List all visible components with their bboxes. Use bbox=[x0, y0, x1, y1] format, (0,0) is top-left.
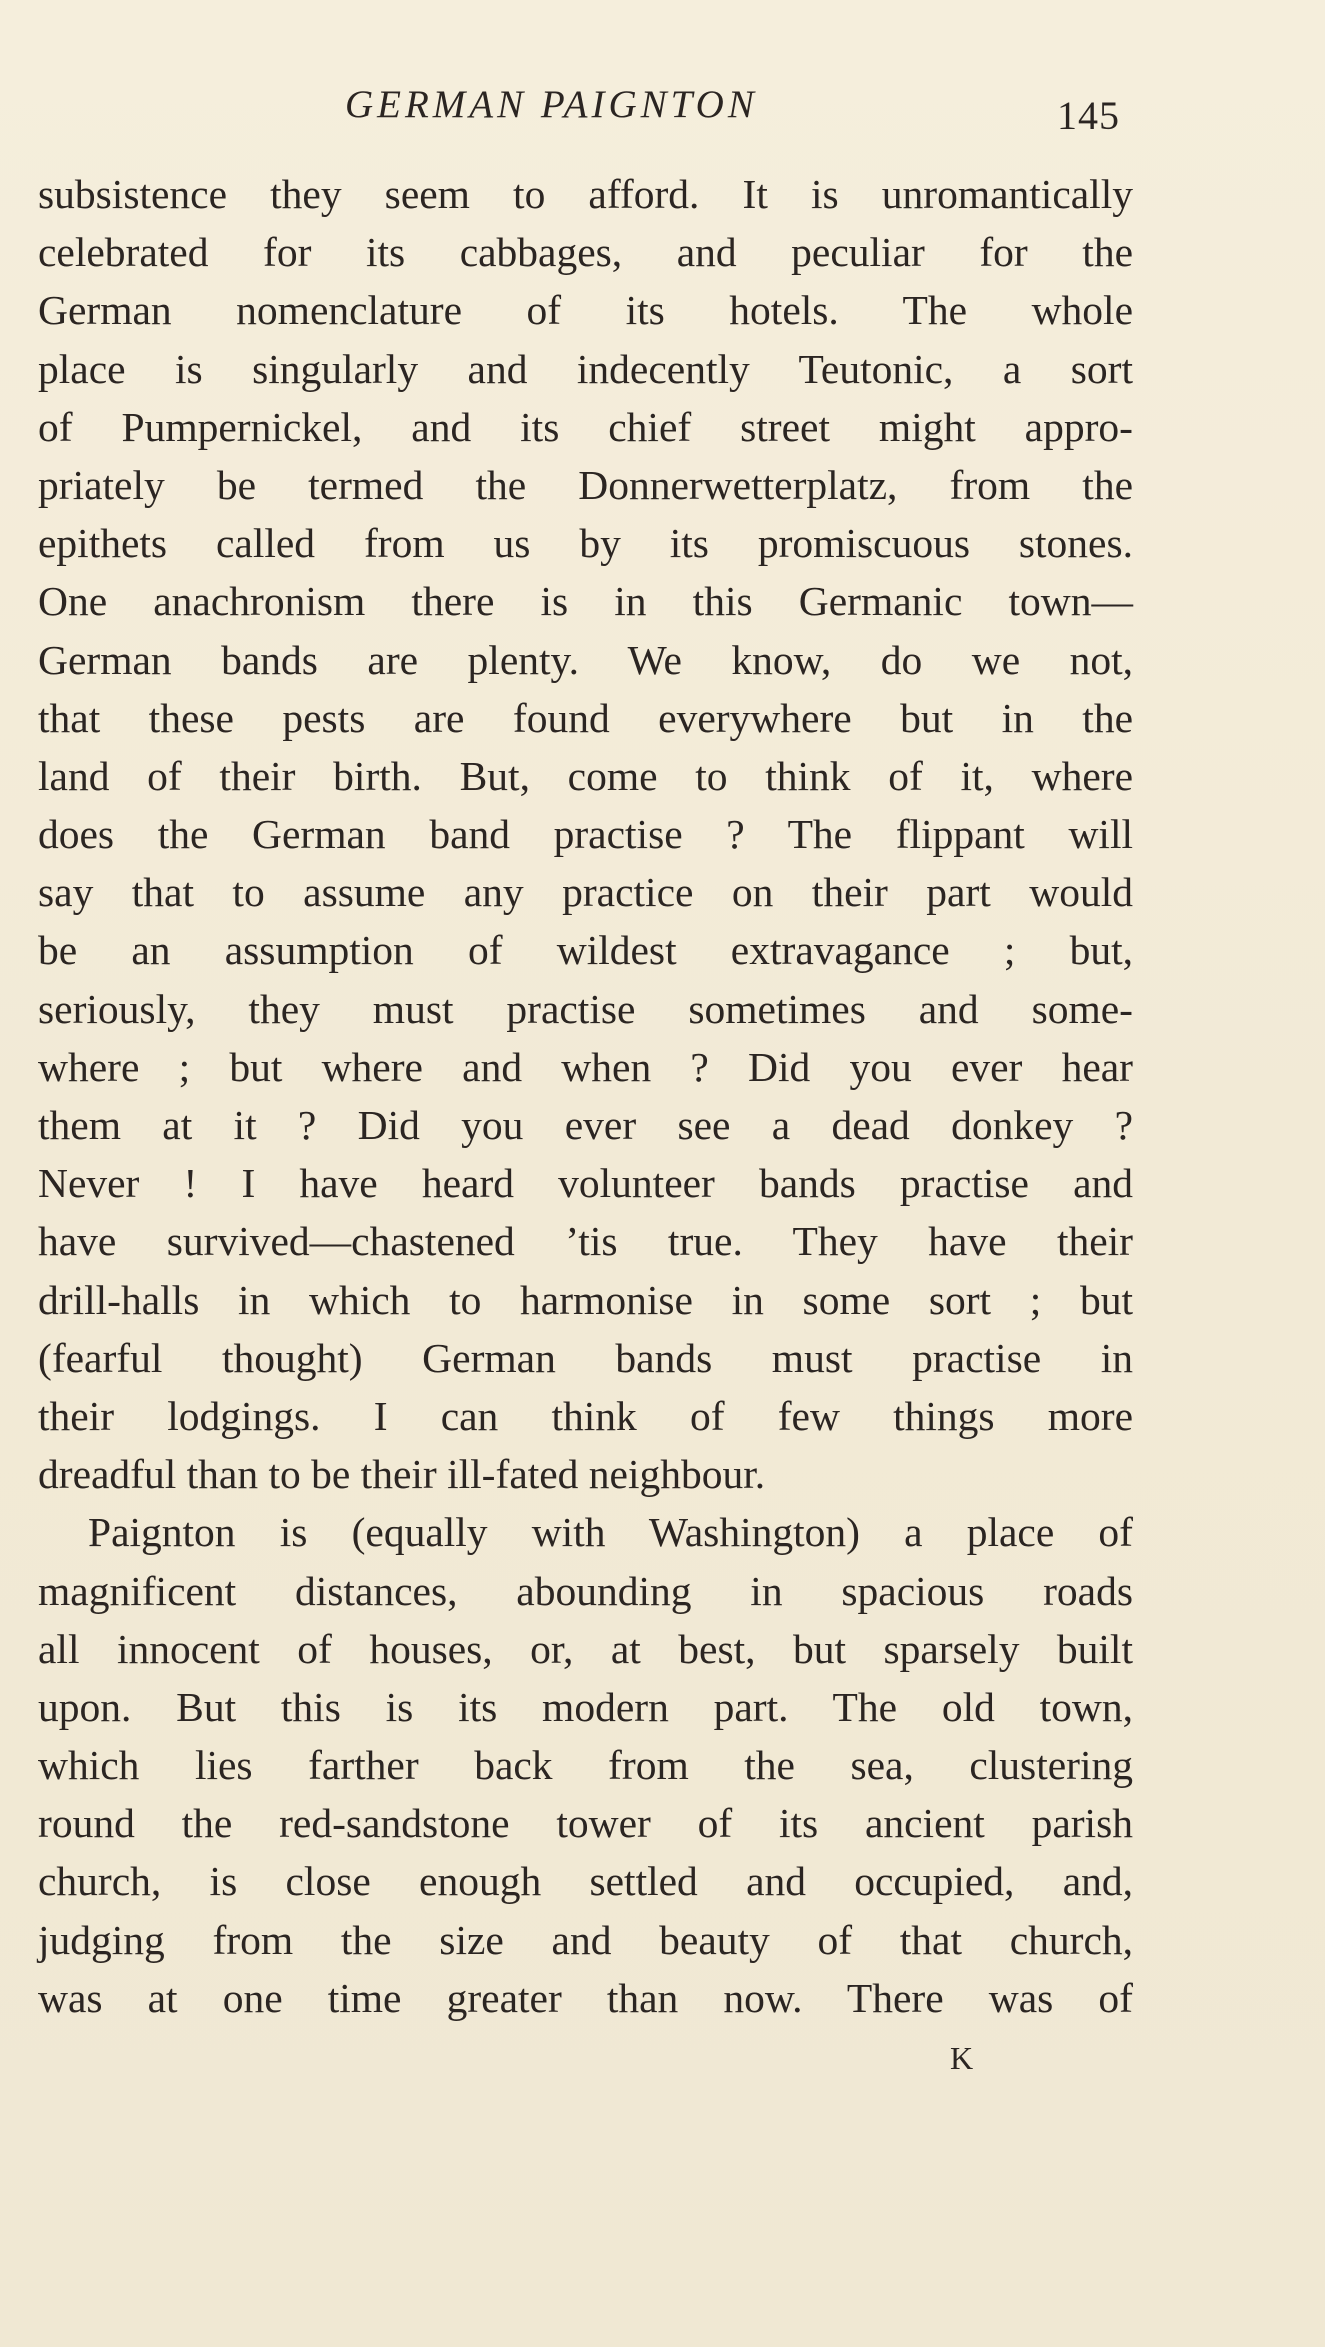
running-title: GERMAN PAIGNTON bbox=[345, 83, 758, 126]
text-line: which lies farther back from the sea, clustering bbox=[38, 1742, 1133, 1789]
text-line: does the German band practise ? The flippant will bbox=[38, 811, 1133, 858]
text-line: drill-halls in which to harmonise in some sort ; but bbox=[38, 1276, 1133, 1323]
text-line: German bands are plenty. We know, do we not, bbox=[38, 636, 1133, 683]
text-line: where ; but where and when ? Did you ever hear bbox=[38, 1043, 1133, 1090]
text-line: say that to assume any practice on their part would bbox=[38, 869, 1133, 916]
text-line: round the red-sandstone tower of its ancient parish bbox=[38, 1800, 1133, 1847]
text-line: Paignton is (equally with Washington) a place of bbox=[88, 1509, 1133, 1556]
text-line: One anachronism there is in this Germanic town— bbox=[38, 578, 1133, 625]
text-line: upon. But this is its modern part. The old town, bbox=[38, 1683, 1133, 1730]
text-line: dreadful than to be their ill-fated neighbour. bbox=[38, 1451, 766, 1498]
text-line: German nomenclature of its hotels. The whole bbox=[38, 287, 1133, 334]
running-head bbox=[0, 82, 1325, 138]
text-line: Never ! I have heard volunteer bands practise and bbox=[38, 1160, 1133, 1207]
page-number: 145 bbox=[1057, 93, 1120, 138]
text-line: their lodgings. I can think of few things more bbox=[38, 1392, 1133, 1439]
text-line: celebrated for its cabbages, and peculiar for the bbox=[38, 229, 1133, 276]
text-line: seriously, they must practise sometimes and some- bbox=[38, 985, 1133, 1032]
text-line: judging from the size and beauty of that church, bbox=[38, 1916, 1133, 1963]
text-line: epithets called from us by its promiscuous stones. bbox=[38, 520, 1133, 567]
text-line: of Pumpernickel, and its chief street might appro- bbox=[38, 403, 1133, 450]
text-line: have survived—chastened ’tis true. They have their bbox=[38, 1218, 1133, 1265]
text-line: land of their birth. But, come to think of it, where bbox=[38, 752, 1133, 799]
text-line: subsistence they seem to afford. It is unromantically bbox=[38, 171, 1133, 217]
text-line: church, is close enough settled and occupied, and, bbox=[38, 1858, 1133, 1905]
text-line: them at it ? Did you ever see a dead donkey ? bbox=[38, 1102, 1133, 1148]
body-text bbox=[38, 165, 1133, 2027]
text-line: priately be termed the Donnerwetterplatz, from the bbox=[38, 461, 1133, 508]
text-line: all innocent of houses, or, at best, but sparsely built bbox=[38, 1625, 1133, 1672]
text-line: place is singularly and indecently Teutonic, a sort bbox=[38, 345, 1133, 392]
text-line: (fearful thought) German bands must practise in bbox=[38, 1334, 1133, 1381]
text-line: was at one time greater than now. There was of bbox=[38, 1974, 1133, 2021]
text-line: magnificent distances, abounding in spacious roads bbox=[38, 1567, 1133, 1614]
signature-mark: K bbox=[950, 2040, 975, 2076]
text-line: be an assumption of wildest extravagance ; but, bbox=[38, 927, 1133, 974]
text-line: that these pests are found everywhere but in the bbox=[38, 694, 1133, 741]
